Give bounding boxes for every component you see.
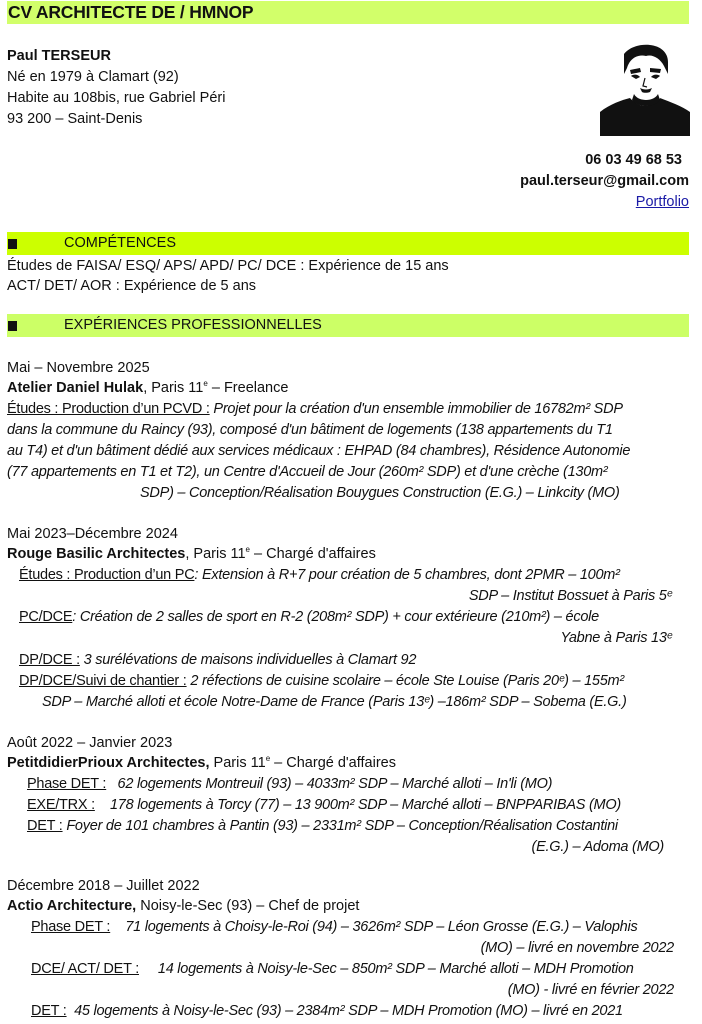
person-name: Paul TERSEUR [7, 48, 111, 64]
project-text: SDP) – Conception/Réalisation Bouygues Construction (E.G.) – Linkcity (MO) [140, 485, 620, 501]
job-location: , Paris 11 [185, 546, 246, 562]
project-entry [27, 816, 618, 836]
section-title: COMPÉTENCES [64, 235, 176, 251]
project-label: EXE/TRX : [27, 797, 95, 813]
project-text: : Extension à R+7 pour création de 5 chambres, dont 2PMR – 100m² [194, 567, 620, 583]
job-location: , Paris 11 [143, 380, 204, 396]
portrait-photo [600, 44, 690, 136]
project-text: (77 appartements en T1 et T2), un Centre d'Accueil de Jour (260m² SDP) et d'une crèche (130m² [7, 464, 608, 480]
job-heading [7, 753, 396, 773]
project-entry [19, 671, 624, 691]
project-label: DET : [31, 1003, 67, 1019]
birth-info: Né en 1979 à Clamart (92) [7, 69, 179, 85]
project-text: 71 logements à Choisy-le-Roi (94) – 3626m² SDP – Léon Grosse (E.G.) – Valophis [125, 919, 638, 935]
document-title: CV ARCHITECTE DE / HMNOP [8, 2, 254, 22]
project-text: (MO) – livré en novembre 2022 [480, 940, 674, 956]
project-text: Foyer de 101 chambres à Pantin (93) – 2331m² SDP – Conception/Réalisation Costantini [66, 818, 618, 834]
job-dates: Mai – Novembre 2025 [7, 360, 150, 376]
competence-item: Études de FAISA/ ESQ/ APS/ APD/ PC/ DCE : Expérience de 15 ans [7, 258, 449, 274]
project-text: (MO) - livré en février 2022 [507, 982, 674, 998]
portfolio-link[interactable]: Portfolio [635, 194, 689, 210]
project-entry [19, 650, 416, 670]
project-text: 178 logements à Torcy (77) – 13 900m² SDP – Marché alloti – BNPPARIBAS (MO) [109, 797, 621, 813]
project-text: Yabne à Paris 13ᵉ [560, 630, 672, 646]
company-name: Rouge Basilic Architectes [7, 546, 186, 562]
job-role: – Freelance [207, 380, 289, 396]
company-name: Atelier Daniel Hulak [7, 380, 144, 396]
job-role: – Chef de projet [252, 898, 360, 914]
location-sup: e [203, 379, 208, 388]
location-sup: e [245, 545, 250, 554]
project-label: Phase DET : [31, 919, 111, 935]
project-text: : Création de 2 salles de sport en R-2 (208m² SDP) + cour extérieure (210m²) – école [72, 609, 599, 625]
email-address[interactable]: paul.terseur@gmail.com [520, 173, 689, 189]
project-text: 2 réfections de cuisine scolaire – école Ste Louise (Paris 20ᵉ) – 155m² [190, 673, 624, 689]
job-role: – Chargé d'affaires [250, 546, 376, 562]
section-title: EXPÉRIENCES PROFESSIONNELLES [64, 317, 322, 333]
job-heading [7, 896, 359, 916]
project-entry [31, 959, 634, 979]
project-label: Études : Production d’un PCVD : [7, 401, 210, 417]
title-bar [7, 1, 689, 24]
project-text: au T4) et d'un bâtiment dédié aux services médicaux : EHPAD (84 chambres), Résidence Autonomie [7, 443, 631, 459]
city-line: 93 200 – Saint-Denis [7, 111, 143, 127]
job-heading [7, 378, 288, 398]
address-line: Habite au 108bis, rue Gabriel Péri [7, 90, 226, 106]
project-text: dans la commune du Raincy (93), composé d'un bâtiment de logements (138 appartements du T1 [7, 422, 613, 438]
project-text: 62 logements Montreuil (93) – 4033m² SDP – Marché alloti – In'li (MO) [117, 776, 553, 792]
project-entry [7, 399, 623, 419]
project-text: 14 logements à Noisy-le-Sec – 850m² SDP – Marché alloti – MDH Promotion [157, 961, 634, 977]
project-entry [19, 565, 620, 585]
project-text: SDP – Institut Bossuet à Paris 5ᵉ [468, 588, 672, 604]
project-label: DCE/ ACT/ DET : [31, 961, 139, 977]
square-bullet-icon [8, 239, 17, 249]
company-name: PetitdidierPrioux Architectes, [7, 755, 210, 771]
project-entry [31, 917, 637, 937]
project-text: SDP – Marché alloti et école Notre-Dame de France (Paris 13ᵉ) –186m² SDP – Sobema (E.G.) [42, 694, 627, 710]
project-entry [27, 795, 621, 815]
project-entry [19, 607, 599, 627]
job-location: Paris 11 [209, 755, 266, 771]
section-header-experiences [7, 314, 689, 337]
competence-item: ACT/ DET/ AOR : Expérience de 5 ans [7, 278, 257, 294]
project-entry [31, 1001, 623, 1021]
project-label: Études : Production d’un PC [19, 567, 195, 583]
location-sup: e [265, 754, 271, 763]
job-role: – Chargé d'affaires [270, 755, 396, 771]
project-label: PC/DCE [19, 609, 73, 625]
job-dates: Mai 2023–Décembre 2024 [7, 526, 178, 542]
project-label: DP/DCE/Suivi de chantier : [19, 673, 187, 689]
job-dates: Août 2022 – Janvier 2023 [7, 735, 173, 751]
job-heading [7, 544, 376, 564]
project-label: DET : [27, 818, 63, 834]
project-text: Projet pour la création d'un ensemble immobilier de 16782m² SDP [213, 401, 623, 417]
project-label: DP/DCE : [19, 652, 80, 668]
project-text: (E.G.) – Adoma (MO) [531, 839, 664, 855]
portrait-image-icon [600, 44, 690, 136]
job-dates: Décembre 2018 – Juillet 2022 [7, 878, 200, 894]
project-label: Phase DET : [27, 776, 107, 792]
company-name: Actio Architecture, [7, 898, 137, 914]
project-entry [27, 774, 552, 794]
section-header-competences [7, 232, 689, 255]
square-bullet-icon [8, 321, 17, 331]
project-text: 3 surélévations de maisons individuelles à Clamart 92 [83, 652, 417, 668]
phone-number: 06 03 49 68 53 [585, 152, 682, 168]
project-text: 45 logements à Noisy-le-Sec (93) – 2384m² SDP – MDH Promotion (MO) – livré en 2021 [74, 1003, 623, 1019]
job-location: Noisy-le-Sec (93) [136, 898, 253, 914]
